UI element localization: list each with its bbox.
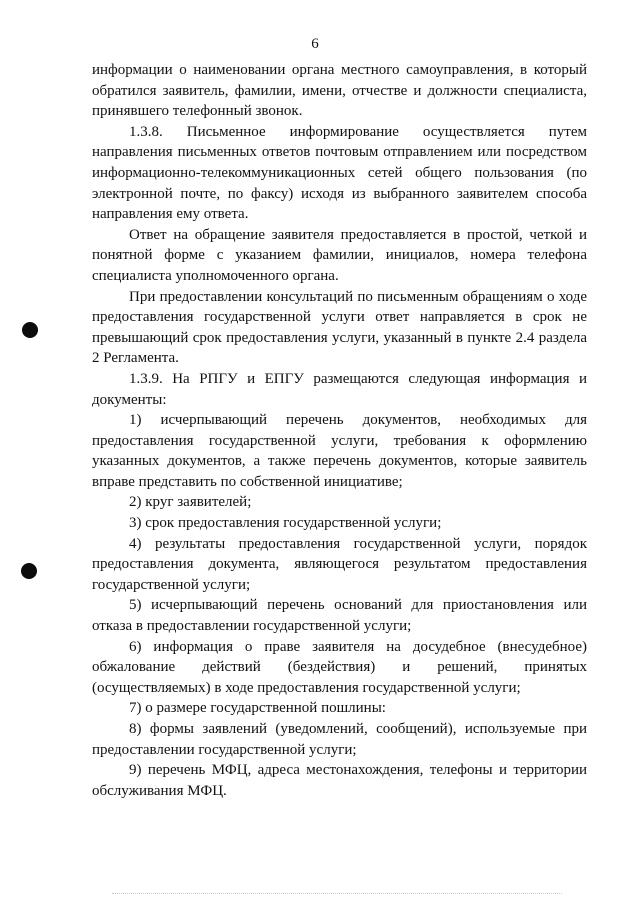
paragraph: 1.3.8. Письменное информирование осуществляется путем направления письменных ответов почтовым отправлением или посредством информационно-телекоммуникационных сетей общего пользования (по электронной почте, по факсу) исходя из выбранного заявителем способа направления ему ответа. (92, 123, 587, 223)
list-item: 6) информация о праве заявителя на досудебное (внесудебное) обжалование действий (бездействия) и решений, принятых (осуществляемых) в ходе предоставления государственной услуги; (92, 638, 587, 696)
paragraph: Ответ на обращение заявителя предоставляется в простой, четкой и понятной форме с указанием фамилии, инициалов, номера телефона специалиста уполномоченного органа. (92, 226, 587, 284)
list-item: 4) результаты предоставления государственной услуги, порядок предоставления документа, являющегося результатом предоставления государственной услуги; (92, 535, 587, 593)
list-item: 8) формы заявлений (уведомлений, сообщений), используемые при предоставлении государственной услуги; (92, 721, 587, 758)
list-item: 3) срок предоставления государственной услуги; (129, 515, 442, 532)
list-item: 7) о размере государственной пошлины: (129, 700, 386, 717)
document-body (92, 60, 587, 801)
paragraph: При предоставлении консультаций по письменным обращениям о ходе предоставления государственной услуги ответ направляется в срок не превышающий срок предоставления услуги, указанный в пункте 2.4 раздела 2 Регламента. (92, 288, 587, 367)
punch-hole-mark (21, 563, 37, 579)
paragraph: информации о наименовании органа местного самоуправления, в который обратился заявитель, фамилии, имени, отчестве и должности специалиста, принявшего телефонный звонок. (92, 62, 587, 120)
page-number: 6 (311, 36, 319, 52)
list-item: 9) перечень МФЦ, адреса местонахождения, телефоны и территории обслуживания МФЦ. (92, 762, 587, 799)
scan-edge-line (112, 893, 562, 894)
punch-hole-mark (22, 322, 38, 338)
list-item: 2) круг заявителей; (129, 494, 252, 511)
list-item: 5) исчерпывающий перечень оснований для приостановления или отказа в предоставлении государственной услуги; (92, 597, 587, 635)
list-item: 1) исчерпывающий перечень документов, необходимых для предоставления государственной услуги, требования к оформлению указанных документов, а также перечень документов, которые заявитель вправе представить по собственной инициативе; (92, 412, 587, 490)
paragraph: 1.3.9. На РПГУ и ЕПГУ размещаются следующая информация и документы: (92, 370, 587, 408)
